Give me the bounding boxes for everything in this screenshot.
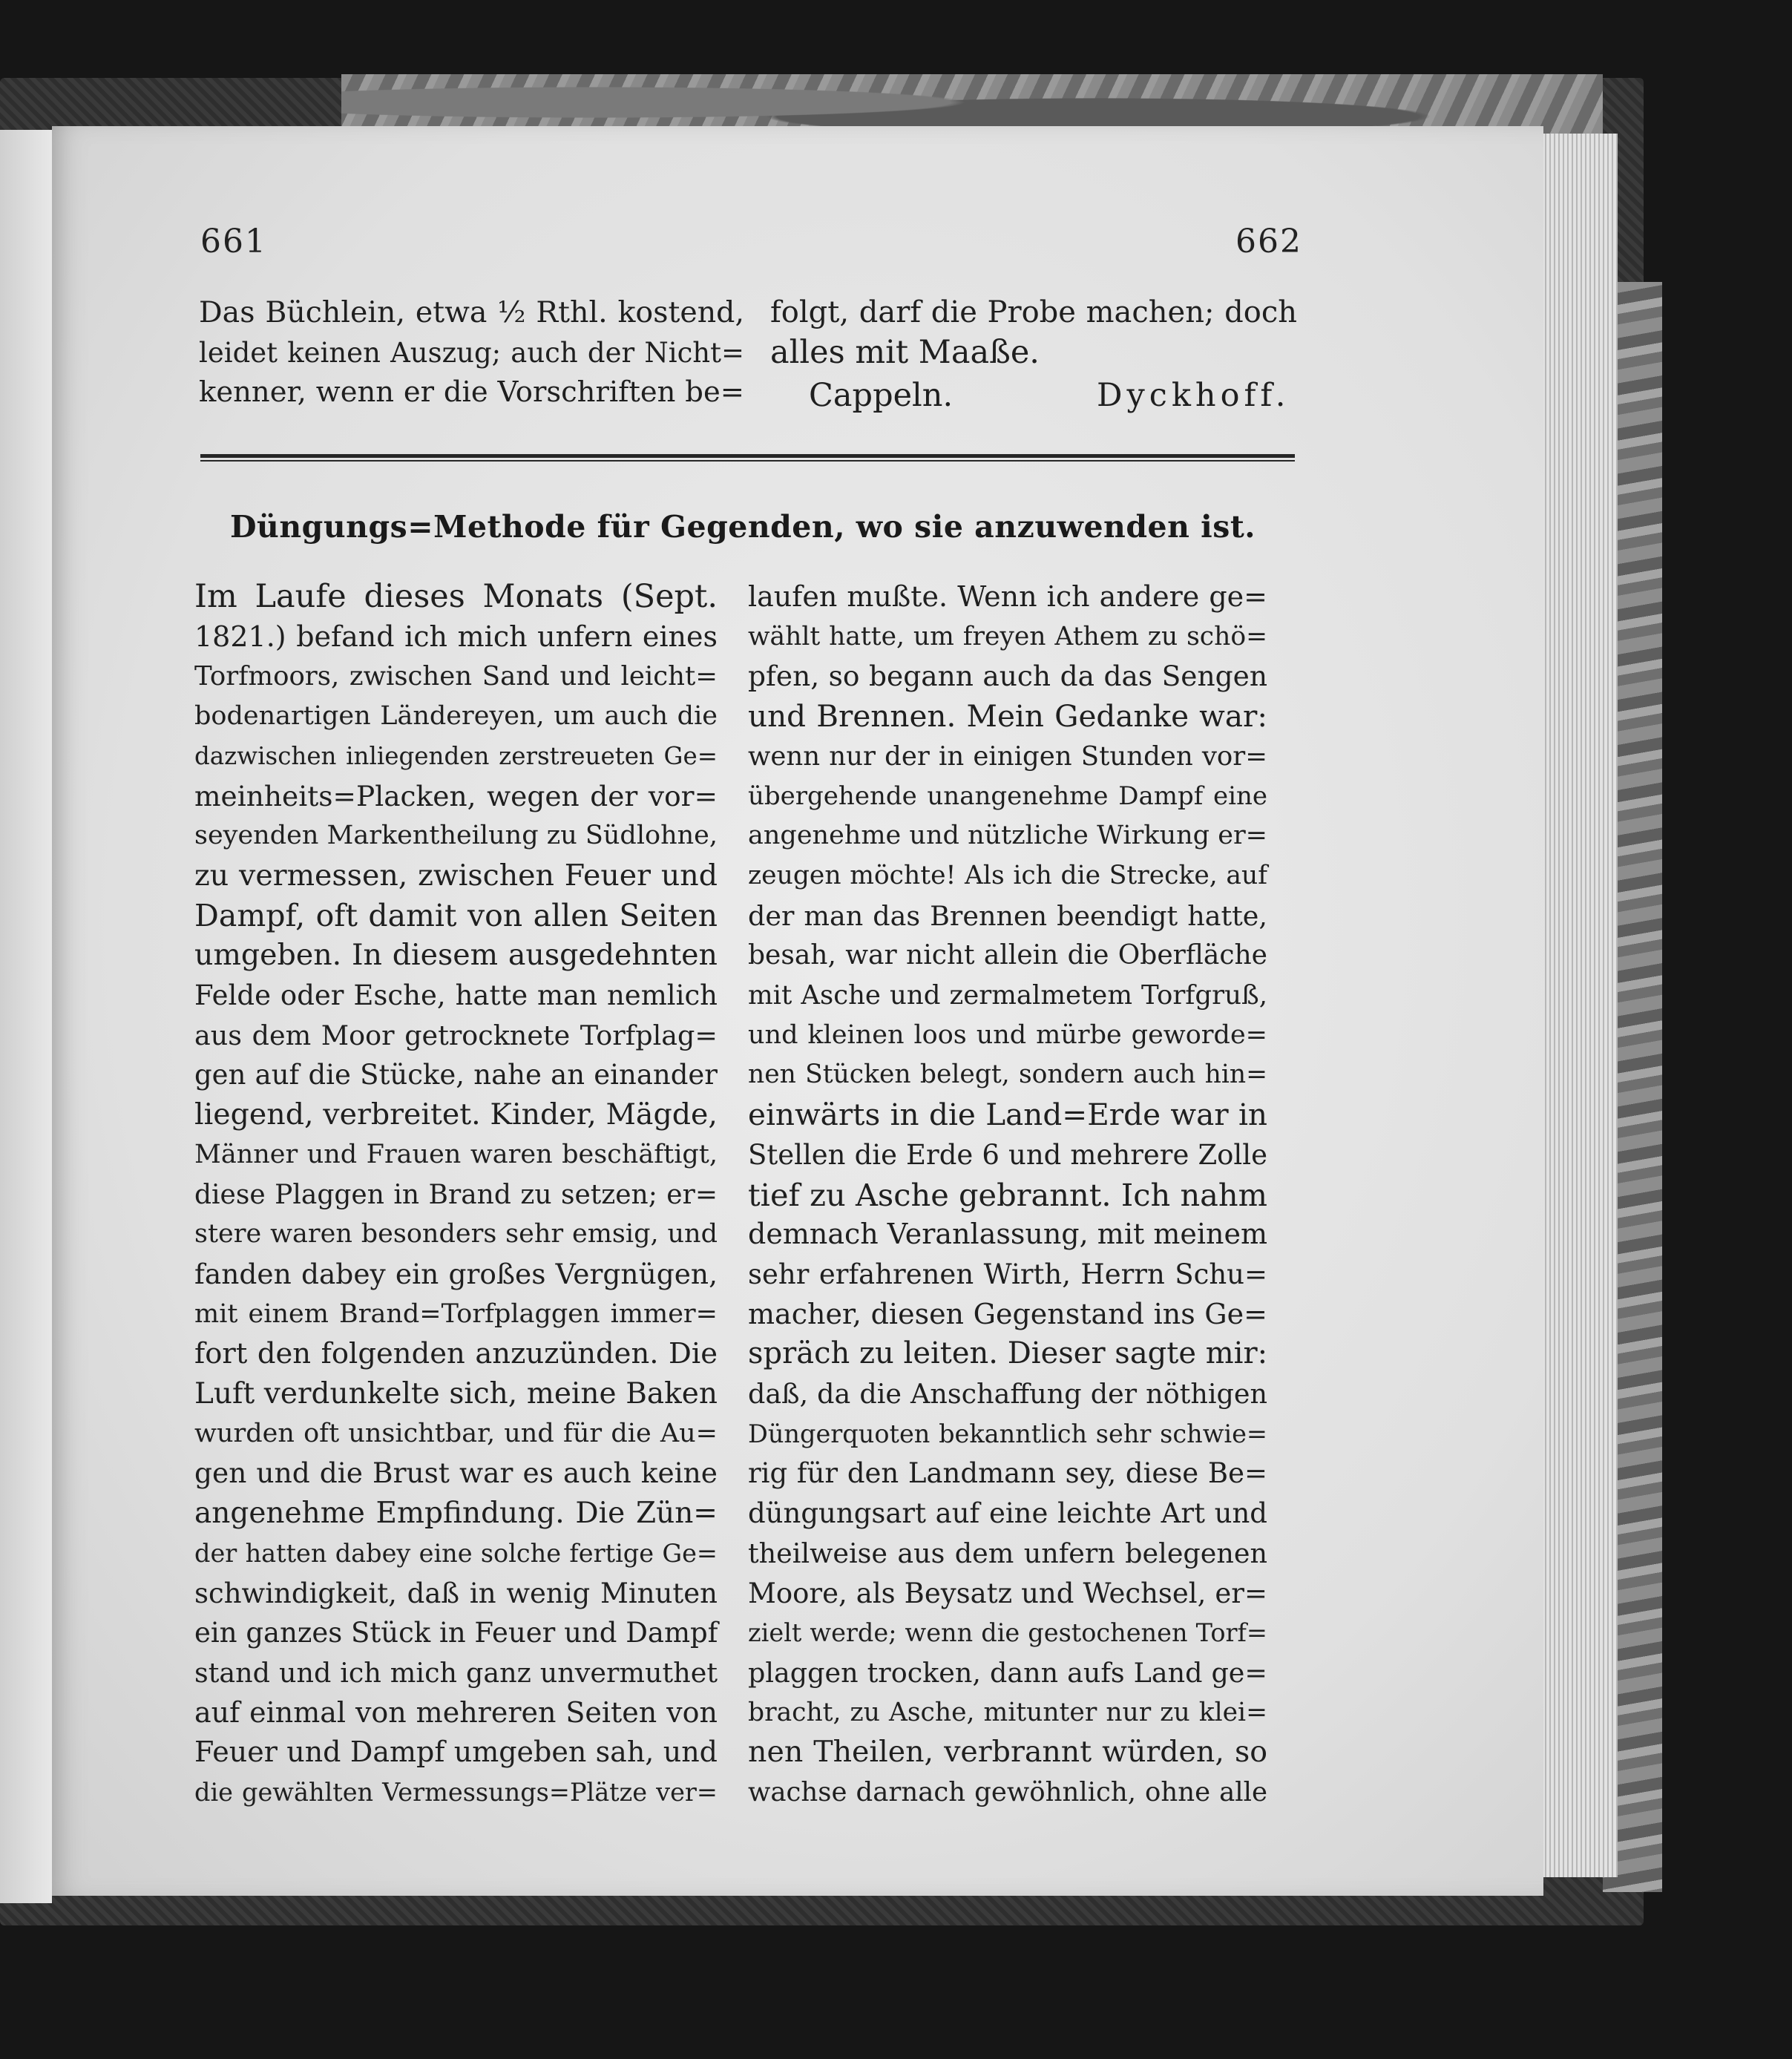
- text-line: liegend, verbreitet. Kinder, Mägde,: [194, 1097, 718, 1132]
- text-line: macher, diesen Gegenstand ins Ge=: [748, 1297, 1267, 1330]
- text-line: zeugen möchte! Als ich die Strecke, auf: [748, 860, 1267, 890]
- text-line: die gewählten Vermessungs=Plätze ver=: [194, 1778, 718, 1807]
- text-line: seyenden Markentheilung zu Südlohne,: [194, 821, 718, 851]
- previous-article-right-column: [770, 293, 1297, 372]
- text-line: rig für den Landmann sey, diese Be=: [748, 1457, 1267, 1490]
- text-line: aus dem Moor getrocknete Torfplag=: [194, 1019, 718, 1051]
- text-line: meinheits=Placken, wegen der vor=: [194, 779, 718, 812]
- text-line: mit Asche und zermalmetem Torfgruß,: [748, 980, 1267, 1011]
- text-line: theilweise aus dem unfern belegenen: [748, 1537, 1267, 1569]
- text-line: Im Laufe dieses Monats (Sept.: [194, 578, 718, 615]
- text-line: nen Theilen, verbrannt würden, so: [748, 1735, 1267, 1770]
- text-line: düngungsart auf eine leichte Art und: [748, 1497, 1267, 1530]
- text-line: sehr erfahrenen Wirth, Herrn Schu=: [748, 1258, 1267, 1290]
- page-number-left: 661: [200, 223, 267, 260]
- text-line: gen und die Brust war es auch keine: [194, 1457, 718, 1490]
- text-line: kenner, wenn er die Vorschriften be=: [199, 375, 744, 410]
- text-line: zielt werde; wenn die gestochenen Torf=: [748, 1618, 1267, 1648]
- text-line: Felde oder Esche, hatte man nemlich: [194, 979, 718, 1012]
- text-line: übergehende unangenehme Dampf eine: [748, 781, 1267, 811]
- text-line: einwärts in die Land=Erde war in: [748, 1097, 1267, 1133]
- text-line: zu vermessen, zwischen Feuer und: [194, 858, 718, 893]
- text-line: Stellen die Erde 6 und mehrere Zolle: [748, 1138, 1267, 1171]
- text-line: spräch zu leiten. Dieser sagte mir:: [748, 1336, 1268, 1371]
- text-line: angenehme Empfindung. Die Zün=: [194, 1497, 718, 1531]
- text-line: dazwischen inliegenden zerstreueten Ge=: [194, 741, 718, 770]
- text-line: und kleinen loos und mürbe geworde=: [748, 1019, 1267, 1050]
- text-line: wählt hatte, um freyen Athem zu schö=: [748, 621, 1267, 651]
- text-line: schwindigkeit, daß in wenig Minuten: [194, 1577, 718, 1609]
- text-line: ein ganzes Stück in Feuer und Dampf: [194, 1617, 718, 1649]
- text-line: Torfmoors, zwischen Sand und leicht=: [194, 661, 718, 692]
- text-line: pfen, so begann auch da das Sengen: [748, 660, 1267, 693]
- text-line: bracht, zu Asche, mitunter nur zu klei=: [748, 1697, 1267, 1727]
- text-line: stere waren besonders sehr emsig, und: [194, 1219, 718, 1249]
- text-line: diese Plaggen in Brand zu setzen; er=: [194, 1179, 718, 1210]
- text-line: Dampf, oft damit von allen Seiten: [194, 897, 718, 933]
- text-line: auf einmal von mehreren Seiten von: [194, 1695, 718, 1729]
- text-line: wurden oft unsichtbar, und für die Au=: [194, 1418, 718, 1448]
- previous-article-left-column: [199, 293, 744, 413]
- text-line: und Brennen. Mein Gedanke war:: [748, 698, 1267, 735]
- text-line: laufen mußte. Wenn ich andere ge=: [748, 580, 1267, 613]
- text-line: umgeben. In diesem ausgedehnten: [194, 938, 718, 973]
- text-line: Moore, als Beysatz und Wechsel, er=: [748, 1577, 1267, 1609]
- text-line: gen auf die Stücke, nahe an einander: [194, 1059, 718, 1091]
- text-line: der man das Brennen beendigt hatte,: [748, 899, 1267, 932]
- signature-place: Cappeln.: [809, 377, 954, 414]
- left-page-edge: [0, 130, 52, 1903]
- text-line: bodenartigen Ländereyen, um auch die: [194, 701, 718, 732]
- text-line: folgt, darf die Probe machen; doch: [770, 295, 1297, 329]
- text-line: nen Stücken belegt, sondern auch hin=: [748, 1060, 1267, 1090]
- text-line: angenehme und nützliche Wirkung er=: [748, 821, 1267, 851]
- text-line: wachse darnach gewöhnlich, ohne alle: [748, 1777, 1267, 1808]
- text-line: besah, war nicht allein die Oberfläche: [748, 940, 1267, 971]
- section-divider-rule: [200, 454, 1295, 462]
- article-title: Düngungs=Methode für Gegenden, wo sie anzuwenden ist.: [230, 509, 1256, 545]
- signature-author: Dyckhoff.: [1097, 377, 1290, 414]
- text-line: alles mit Maaße.: [770, 333, 1040, 371]
- text-line: fanden dabey ein großes Vergnügen,: [194, 1257, 718, 1290]
- page-number-right: 662: [1235, 223, 1302, 260]
- text-line: Luft verdunkelte sich, meine Baken: [194, 1377, 718, 1411]
- article-right-column: [748, 577, 1267, 1813]
- text-line: Das Büchlein, etwa ½ Rthl. kostend,: [199, 295, 744, 329]
- text-line: fort den folgenden anzuzünden. Die: [194, 1337, 718, 1371]
- text-line: plaggen trocken, dann aufs Land ge=: [748, 1656, 1267, 1689]
- text-line: stand und ich mich ganz unvermuthet: [194, 1656, 718, 1689]
- text-line: der hatten dabey eine solche fertige Ge=: [194, 1538, 718, 1568]
- text-line: mit einem Brand=Torfplaggen immer=: [194, 1298, 718, 1329]
- text-line: tief zu Asche gebrannt. Ich nahm: [748, 1176, 1267, 1213]
- article-left-column: [194, 577, 718, 1813]
- text-line: Düngerquoten bekanntlich sehr schwie=: [748, 1419, 1267, 1448]
- text-line: demnach Veranlassung, mit meinem: [748, 1218, 1267, 1251]
- text-line: 1821.) befand ich mich unfern eines: [194, 620, 718, 653]
- text-line: leidet keinen Auszug; auch der Nicht=: [199, 336, 744, 369]
- text-line: Männer und Frauen waren beschäftigt,: [194, 1139, 718, 1169]
- text-line: Feuer und Dampf umgeben sah, und: [194, 1735, 718, 1769]
- text-line: wenn nur der in einigen Stunden vor=: [748, 740, 1267, 772]
- text-line: daß, da die Anschaffung der nöthigen: [748, 1378, 1267, 1411]
